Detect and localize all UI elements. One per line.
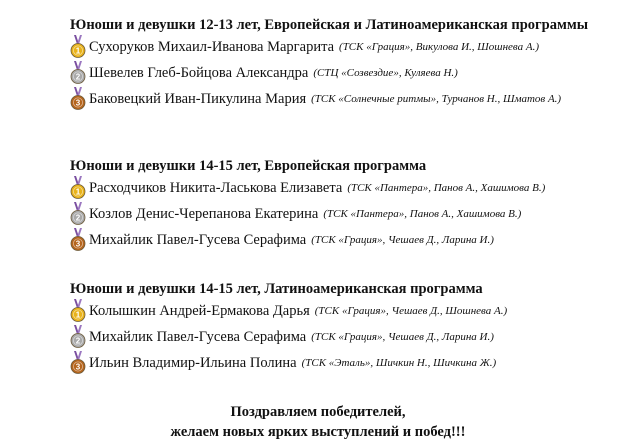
result-entry (70, 86, 630, 112)
club-info: (ТСК «Грация», Чешаев Д., Ларина И.) (311, 234, 494, 246)
couple-names: Ильин Владимир-Ильина Полина (89, 354, 297, 371)
couple-names: Михайлик Павел-Гусева Серафима (89, 231, 307, 248)
svg-text:1: 1 (75, 46, 81, 56)
result-entry (70, 60, 630, 86)
couple-names: Козлов Денис-Черепанова Екатерина (89, 205, 319, 222)
bronze-medal-icon (70, 351, 86, 375)
section-title: Юноши и девушки 12-13 лет, Европейская и Латиноамериканская программы (70, 17, 589, 33)
svg-text:1: 1 (75, 187, 81, 197)
svg-text:2: 2 (75, 336, 81, 346)
svg-text:2: 2 (75, 213, 81, 223)
club-info: (ТСК «Эталь», Шичкин Н., Шичкина Ж.) (301, 357, 497, 369)
club-info: (ТСК «Пантера», Панов А., Хашимова В.) (323, 208, 522, 220)
result-entry (70, 298, 630, 324)
results-section-12-13 (70, 16, 630, 112)
couple-names: Михайлик Павел-Гусева Серафима (89, 328, 307, 345)
svg-text:1: 1 (75, 310, 81, 320)
svg-text:3: 3 (75, 362, 81, 372)
results-section-14-15-latin (70, 280, 630, 376)
section-title: Юноши и девушки 14-15 лет, Латиноамериканская программа (70, 281, 483, 297)
gold-medal-icon (70, 176, 86, 200)
result-entry (70, 175, 630, 201)
congratulations-message (0, 402, 636, 442)
gold-medal-icon (70, 299, 86, 323)
result-entry (70, 350, 630, 376)
club-info: (ТСК «Грация», Чешаев Д., Шошнева А.) (314, 305, 508, 317)
section-title: Юноши и девушки 14-15 лет, Европейская программа (70, 158, 427, 174)
club-info: (ТСК «Пантера», Панов А., Хашимова В.) (347, 182, 546, 194)
club-info: (ТСК «Солнечные ритмы», Турчанов Н., Шматов А.) (311, 93, 562, 105)
result-entry (70, 324, 630, 350)
couple-names: Расходчиков Никита-Ласькова Елизавета (89, 179, 343, 196)
club-info: (ТСК «Грация», Викулова И., Шошнева А.) (339, 41, 539, 53)
results-section-14-15-standard (70, 157, 630, 253)
result-entry (70, 201, 630, 227)
congratulations-line-1: Поздравляем победителей, (230, 404, 406, 420)
club-info: (ТСК «Грация», Чешаев Д., Ларина И.) (311, 331, 494, 343)
congratulations-line-2: желаем новых ярких выступлений и побед!!! (170, 424, 466, 440)
bronze-medal-icon (70, 87, 86, 111)
couple-names: Колышкин Андрей-Ермакова Дарья (89, 302, 310, 319)
gold-medal-icon (70, 35, 86, 59)
svg-text:2: 2 (75, 72, 81, 82)
bronze-medal-icon (70, 228, 86, 252)
result-entry (70, 227, 630, 253)
silver-medal-icon (70, 325, 86, 349)
silver-medal-icon (70, 61, 86, 85)
couple-names: Шевелев Глеб-Бойцова Александра (89, 64, 309, 81)
couple-names: Баковецкий Иван-Пикулина Мария (89, 90, 307, 107)
result-entry (70, 34, 630, 60)
svg-text:3: 3 (75, 239, 81, 249)
svg-text:3: 3 (75, 98, 81, 108)
silver-medal-icon (70, 202, 86, 226)
couple-names: Сухоруков Михаил-Иванова Маргарита (89, 38, 335, 55)
club-info: (СТЦ «Созвездие», Куляева Н.) (313, 67, 458, 79)
